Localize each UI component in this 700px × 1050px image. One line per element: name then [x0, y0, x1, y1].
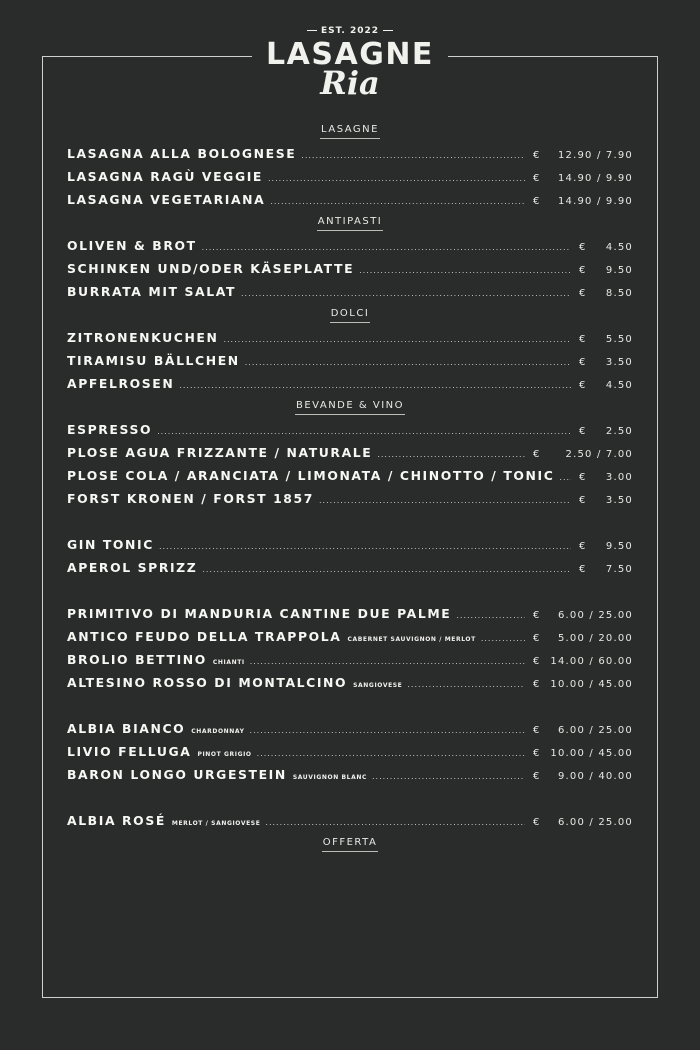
item-name: LIVIO FELLUGA — [67, 744, 192, 759]
dot-leader — [223, 325, 571, 348]
dot-leader — [202, 555, 571, 578]
menu-item — [67, 555, 633, 578]
dot-leader — [250, 647, 525, 670]
dot-leader — [407, 670, 525, 693]
logo — [0, 24, 700, 102]
dot-leader — [456, 601, 525, 624]
item-name: ALBIA BIANCO — [67, 721, 186, 736]
section-title-text: BEVANDE & VINO — [295, 399, 405, 415]
dot-leader — [319, 486, 571, 509]
section-title — [67, 831, 633, 854]
menu-item — [67, 256, 633, 279]
menu-list — [67, 118, 633, 854]
item-price: 7.50 — [605, 564, 633, 575]
item-name: LASAGNA ALLA BOLOGNESE — [67, 146, 297, 161]
currency-symbol: € — [533, 748, 540, 759]
currency-symbol: € — [579, 357, 586, 368]
item-price: 10.00 / 45.00 — [550, 679, 633, 690]
menu-item — [67, 463, 633, 486]
menu-item — [67, 808, 633, 831]
item-name: ZITRONENKUCHEN — [67, 330, 219, 345]
currency-symbol: € — [533, 771, 540, 782]
currency-symbol: € — [533, 196, 540, 207]
section-title — [67, 118, 633, 141]
section-title-text: LASAGNE — [320, 123, 380, 139]
brand-script: Ria — [320, 64, 380, 102]
menu-item — [67, 141, 633, 164]
currency-symbol: € — [533, 656, 540, 667]
item-name: OLIVEN & BROT — [67, 238, 197, 253]
item-name: BARON LONGO URGESTEIN — [67, 767, 287, 782]
dot-leader — [268, 164, 525, 187]
currency-symbol: € — [579, 541, 586, 552]
item-note: PINOT GRIGIO — [197, 751, 252, 758]
section-title-text: DOLCI — [330, 307, 371, 323]
item-price: 9.50 — [605, 265, 633, 276]
item-name: ALBIA ROSÉ — [67, 813, 166, 828]
item-note: MERLOT / SANGIOVESE — [171, 820, 261, 827]
currency-symbol: € — [579, 242, 586, 253]
item-price: 5.50 — [605, 334, 633, 345]
currency-symbol: € — [533, 610, 540, 621]
item-price: 2.50 — [605, 426, 633, 437]
currency-symbol: € — [579, 495, 586, 506]
menu-item — [67, 762, 633, 785]
dot-leader — [270, 187, 525, 210]
dot-leader — [159, 532, 571, 555]
item-price: 4.50 — [605, 242, 633, 253]
dot-leader — [265, 808, 525, 831]
currency-symbol: € — [533, 679, 540, 690]
menu-item — [67, 624, 633, 647]
currency-symbol: € — [533, 173, 540, 184]
dot-leader — [179, 371, 571, 394]
item-price: 2.50 / 7.00 — [565, 449, 633, 460]
dot-leader — [481, 624, 525, 647]
item-name: SCHINKEN UND/ODER KÄSEPLATTE — [67, 261, 355, 276]
dot-leader — [157, 417, 571, 440]
menu-item — [67, 739, 633, 762]
item-price: 6.00 / 25.00 — [557, 610, 633, 621]
item-name: PRIMITIVO DI MANDURIA CANTINE DUE PALME — [67, 606, 452, 621]
item-price: 3.00 — [605, 472, 633, 483]
item-price: 6.00 / 25.00 — [557, 817, 633, 828]
menu-item — [67, 187, 633, 210]
item-name: APFELROSEN — [67, 376, 175, 391]
menu-item — [67, 601, 633, 624]
menu-item — [67, 279, 633, 302]
item-price: 12.90 / 7.90 — [557, 150, 633, 161]
menu-item — [67, 486, 633, 509]
dot-leader — [359, 256, 571, 279]
dot-leader — [559, 463, 571, 486]
section-title — [67, 394, 633, 417]
item-name: PLOSE AGUA FRIZZANTE / NATURALE — [67, 445, 373, 460]
section-title-text: OFFERTA — [322, 836, 379, 852]
item-name: BURRATA MIT SALAT — [67, 284, 237, 299]
menu-item — [67, 532, 633, 555]
item-price: 3.50 — [605, 357, 633, 368]
item-name: APEROL SPRIZZ — [67, 560, 198, 575]
item-name: LASAGNA RAGÙ VEGGIE — [67, 169, 263, 184]
section-title — [67, 210, 633, 233]
currency-symbol: € — [579, 564, 586, 575]
dot-leader — [301, 141, 525, 164]
item-note: SAUVIGNON BLANC — [292, 774, 367, 781]
item-note: SANGIOVESE — [353, 682, 403, 689]
currency-symbol: € — [579, 288, 586, 299]
menu-item — [67, 164, 633, 187]
item-price: 14.00 / 60.00 — [550, 656, 633, 667]
currency-symbol: € — [579, 426, 586, 437]
item-name: FORST KRONEN / FORST 1857 — [67, 491, 314, 506]
item-price: 9.00 / 40.00 — [557, 771, 633, 782]
spacer — [67, 578, 633, 601]
item-name: LASAGNA VEGETARIANA — [67, 192, 266, 207]
item-price: 9.50 — [605, 541, 633, 552]
menu-item — [67, 371, 633, 394]
menu-item — [67, 716, 633, 739]
currency-symbol: € — [533, 725, 540, 736]
item-name: TIRAMISU BÄLLCHEN — [67, 353, 240, 368]
dot-leader — [245, 348, 571, 371]
item-price: 14.90 / 9.90 — [557, 196, 633, 207]
item-price: 5.00 / 20.00 — [557, 633, 633, 644]
item-note: CABERNET SAUVIGNON / MERLOT — [347, 636, 476, 643]
currency-symbol: € — [579, 380, 586, 391]
item-price: 6.00 / 25.00 — [557, 725, 633, 736]
menu-item — [67, 348, 633, 371]
item-price: 3.50 — [605, 495, 633, 506]
item-name: GIN TONIC — [67, 537, 154, 552]
item-name: ANTICO FEUDO DELLA TRAPPOLA — [67, 629, 342, 644]
menu-item — [67, 647, 633, 670]
item-note: CHIANTI — [212, 659, 245, 666]
spacer — [67, 509, 633, 532]
dot-leader — [202, 233, 571, 256]
item-price: 10.00 / 45.00 — [550, 748, 633, 759]
established-label: EST. 2022 — [266, 24, 434, 38]
menu-item — [67, 417, 633, 440]
item-note: CHARDONNAY — [191, 728, 245, 735]
dot-leader — [250, 716, 525, 739]
brand-name: LASAGNE — [266, 37, 434, 72]
menu-item — [67, 440, 633, 463]
currency-symbol: € — [579, 265, 586, 276]
dot-leader — [372, 762, 525, 785]
dot-leader — [241, 279, 571, 302]
section-title — [67, 302, 633, 325]
currency-symbol: € — [579, 472, 586, 483]
item-price: 14.90 / 9.90 — [557, 173, 633, 184]
item-price: 8.50 — [605, 288, 633, 299]
currency-symbol: € — [533, 817, 540, 828]
dot-leader — [257, 739, 525, 762]
item-name: ESPRESSO — [67, 422, 153, 437]
menu-item — [67, 670, 633, 693]
spacer — [67, 693, 633, 716]
currency-symbol: € — [533, 449, 540, 460]
item-name: PLOSE COLA / ARANCIATA / LIMONATA / CHINOTTO / TONIC — [67, 468, 555, 483]
section-title-text: ANTIPASTI — [317, 215, 384, 231]
currency-symbol: € — [533, 150, 540, 161]
item-price: 4.50 — [605, 380, 633, 391]
currency-symbol: € — [579, 334, 586, 345]
item-name: BROLIO BETTINO — [67, 652, 207, 667]
menu-item — [67, 325, 633, 348]
dot-leader — [377, 440, 525, 463]
menu-item — [67, 233, 633, 256]
item-name: ALTESINO ROSSO DI MONTALCINO — [67, 675, 348, 690]
currency-symbol: € — [533, 633, 540, 644]
